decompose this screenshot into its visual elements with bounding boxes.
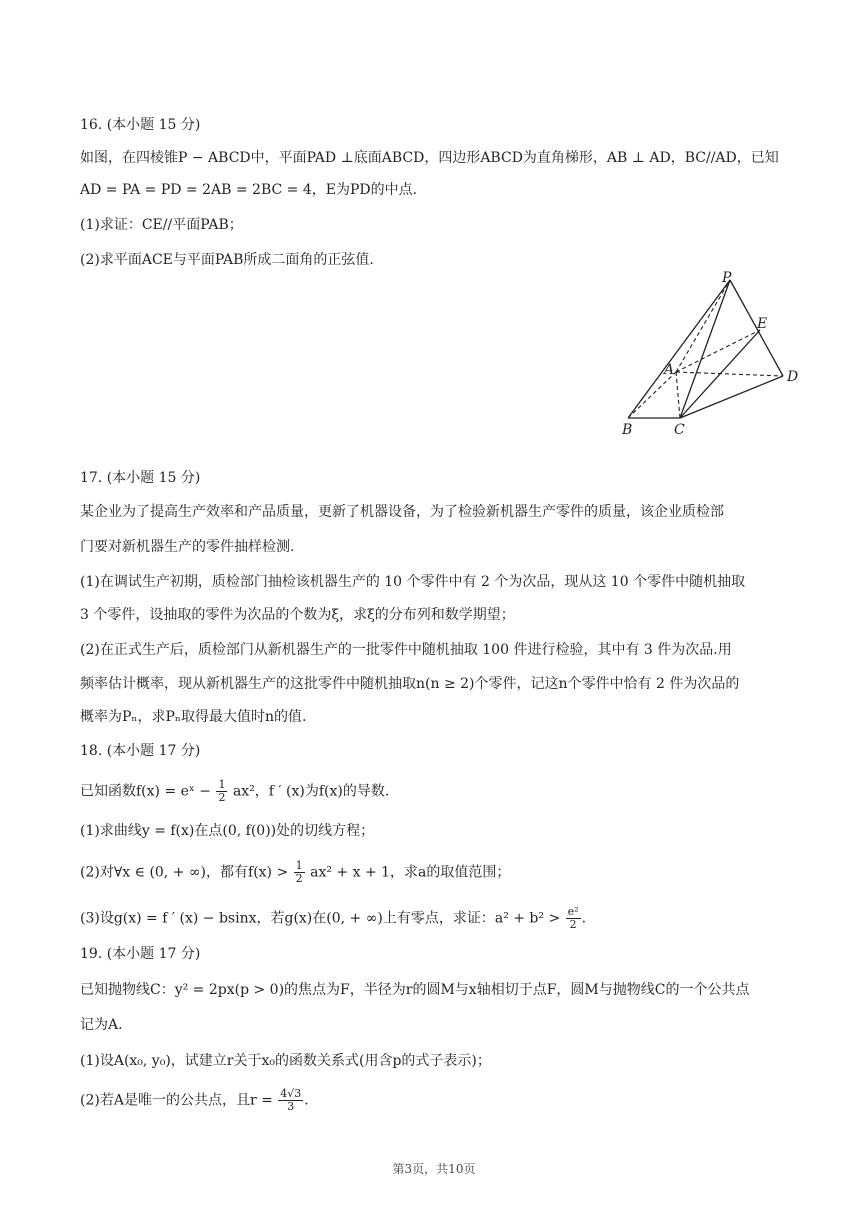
edge-AB xyxy=(628,372,676,418)
label-P: P xyxy=(722,270,732,286)
q18-part2-b: ax² + x + 1，求a的取值范围； xyxy=(310,864,511,881)
label-D: D xyxy=(787,369,799,385)
q18-part1: (1)求曲线y = f(x)在点(0, f(0))处的切线方程； xyxy=(80,823,375,839)
fraction-e2-over-2 xyxy=(566,906,581,931)
fraction-one-half-2 xyxy=(294,860,305,885)
frac-den: 2 xyxy=(218,791,226,804)
q18-intro-b: ax²，f ′ (x)为f(x)的导数. xyxy=(232,783,390,800)
q19-part1: (1)设A(x₀, y₀)，试建立r关于x₀的函数关系式(用含p的式子表示)； xyxy=(80,1053,491,1069)
q17-part1-line2: 3 个零件，设抽取的零件为次品的个数为ξ，求ξ的分布列和数学期望； xyxy=(80,607,515,623)
label-B: B xyxy=(622,422,633,438)
q17-intro1: 某企业为了提高生产效率和产品质量，更新了机器设备，为了检验新机器生产零件的质量，该企业质检部 xyxy=(80,504,724,520)
q18-part3 xyxy=(80,906,800,931)
frac-num: 4√3 xyxy=(280,1087,302,1100)
fraction-4root3-over-3 xyxy=(278,1088,303,1113)
q18-intro-a: 已知函数f(x) = eˣ − xyxy=(80,783,212,800)
q18-part3-end: . xyxy=(581,910,587,927)
label-A: A xyxy=(664,362,675,378)
frac-num: 1 xyxy=(295,859,303,872)
q17-title: 17. (本小题 15 分) xyxy=(80,470,201,486)
page-footer: 第3页，共10页 xyxy=(392,1162,476,1176)
frac-num: e² xyxy=(567,905,579,918)
q19-title: 19. (本小题 17 分) xyxy=(80,946,201,962)
q16-part1: (1)求证：CE//平面PAB； xyxy=(80,217,243,233)
frac-den: 2 xyxy=(569,918,577,931)
q17-part1-line1: (1)在调试生产初期，质检部门抽检该机器生产的 10 个零件中有 2 个为次品，现从这 10 个零件中随机抽取 xyxy=(80,574,746,590)
q17-part2-line1: (2)在正式生产后，质检部门从新机器生产的一批零件中随机抽取 100 件进行检验，其中有 3 件为次品.用 xyxy=(80,642,732,658)
q19-part2-a: (2)若A是唯一的公共点，且r = xyxy=(80,1092,273,1109)
q18-part3-a: (3)设g(x) = f ′ (x) − bsinx，若g(x)在(0, + ∞)上有零点，求证：a² + b² > xyxy=(80,910,561,927)
frac-den: 3 xyxy=(287,1100,295,1113)
edge-PB xyxy=(628,280,730,418)
q18-intro xyxy=(80,779,800,804)
label-C: C xyxy=(674,422,685,438)
q16-title: 16. (本小题 15 分) xyxy=(80,117,201,133)
q16-line2: AD = PA = PD = 2AB = 2BC = 4，E为PD的中点. xyxy=(80,182,418,198)
q17-part2-line3: 概率为Pₙ，求Pₙ取得最大值时n的值. xyxy=(80,709,307,725)
fraction-one-half xyxy=(216,779,227,804)
q16-line1: 如图，在四棱锥P − ABCD中，平面PAD ⊥底面ABCD，四边形ABCD为直角梯形，AB ⊥ AD，BC//AD，已知 xyxy=(80,150,779,166)
frac-den: 2 xyxy=(295,872,303,885)
q18-part2-a: (2)对∀x ∈ (0, + ∞)，都有f(x) > xyxy=(80,864,289,881)
q19-part2-end: . xyxy=(304,1092,309,1109)
q16-part2: (2)求平面ACE与平面PAB所成二面角的正弦值. xyxy=(80,252,374,268)
q19-part2 xyxy=(80,1088,800,1113)
label-E: E xyxy=(757,316,768,332)
q18-title: 18. (本小题 17 分) xyxy=(80,743,201,759)
q17-part2-line2: 频率估计概率，现从新机器生产的这批零件中随机抽取n(n ≥ 2)个零件，记这n个零件中恰有 2 件为次品的 xyxy=(80,676,740,692)
q19-intro2: 记为A. xyxy=(80,1017,123,1033)
q19-intro1: 已知抛物线C：y² = 2px(p > 0)的焦点为F，半径为r的圆M与x轴相切于点F，圆M与抛物线C的一个公共点 xyxy=(80,982,750,998)
q18-part2 xyxy=(80,860,800,885)
q17-intro2: 门要对新机器生产的零件抽样检测. xyxy=(80,539,295,555)
pyramid-figure xyxy=(610,268,810,443)
edge-AC xyxy=(676,372,680,418)
edge-AD xyxy=(676,372,783,376)
frac-num: 1 xyxy=(218,778,226,791)
edge-CD xyxy=(680,376,783,418)
